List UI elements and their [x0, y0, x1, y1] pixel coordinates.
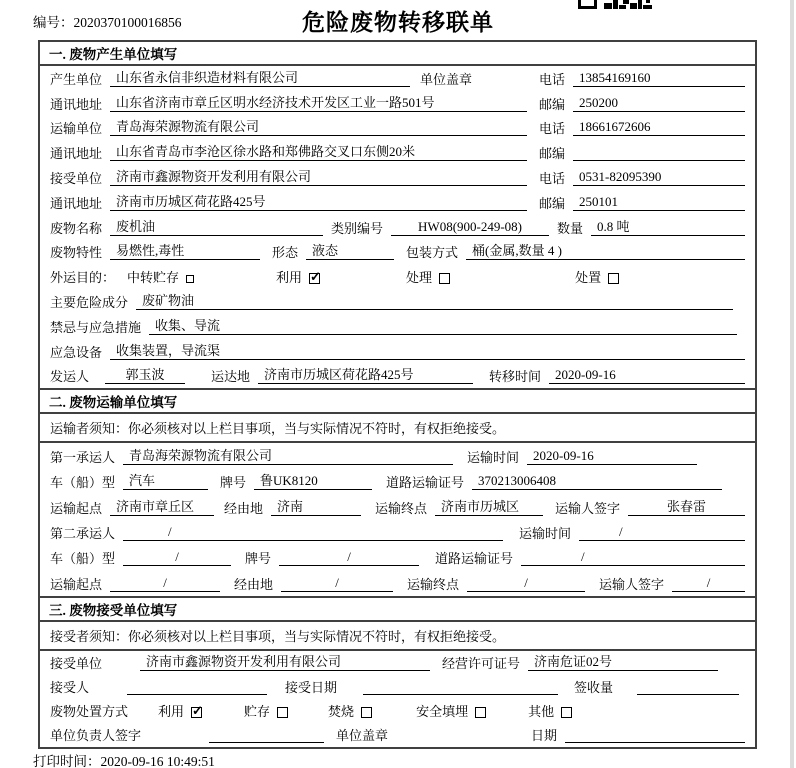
accept-unit-row: [40, 651, 755, 675]
section1-header: 一. 废物产生单位填写: [40, 42, 755, 66]
carrier1-row: [40, 443, 755, 468]
purpose-label: 外运目的：: [50, 270, 116, 286]
page-title: 危险废物转移联单: [302, 10, 494, 35]
vehicle1-value: 汽车: [123, 473, 208, 490]
producer-address-label: 通讯地址: [50, 96, 103, 112]
receiver-zip-value: 250101: [573, 194, 745, 211]
road-permit2-label: 道路运输证号: [435, 551, 514, 567]
waste-traits-value: 易燃性,毒性: [110, 243, 260, 260]
transport-time1-value: 2020-09-16: [527, 448, 697, 465]
transporter-address-label: 通讯地址: [50, 146, 103, 162]
transport-time1-label: 运输时间: [467, 449, 520, 465]
waste-category-label: 类别编号: [331, 220, 384, 236]
section3-header: 三. 废物接受单位填写: [40, 596, 755, 622]
route2-sign-label: 运输人签字: [599, 576, 665, 592]
receipt-person-label: 接受人: [50, 680, 90, 696]
waste-qty-value: 0.8 吨: [591, 219, 745, 236]
plate2-value: /: [279, 549, 419, 566]
waste-qty-label: 数量: [557, 220, 584, 236]
transfer-date-value: 2020-09-16: [549, 367, 745, 384]
route1-end-value: 济南市历城区: [435, 499, 543, 516]
section2-header: 二. 废物运输单位填写: [40, 388, 755, 414]
disposal-option-utilize: 利用 ✓: [158, 704, 202, 719]
operating-permit-value: 济南危证02号: [528, 654, 718, 671]
transporter-phone-value: 18661672606: [573, 119, 745, 136]
transporter-notice: 运输者须知：你必须核对以上栏目事项，当与实际情况不符时，有权拒绝接受。: [40, 414, 755, 443]
vehicle2-value: /: [123, 549, 231, 566]
shipper-label: 发运人: [50, 369, 90, 385]
transporter-address-value: 山东省青岛市李沧区徐水路和郑佛路交叉口东侧20米: [110, 144, 527, 161]
dispose-checkbox: [608, 273, 619, 284]
carrier2-label: 第二承运人: [50, 525, 116, 541]
destination-value: 济南市历城区荷花路425号: [258, 367, 473, 384]
page-right-edge: [790, 0, 794, 768]
emergency-row: [40, 314, 755, 339]
hazard-row: [40, 289, 755, 314]
producer-phone-value: 13854169160: [573, 70, 745, 87]
vehicle2-label: 车（船）型: [50, 551, 116, 567]
route1-start-label: 运输起点: [50, 500, 103, 516]
receiver-phone-value: 0531-82095390: [573, 169, 745, 186]
route1-sign-value: 张春雷: [628, 499, 745, 516]
print-time: [33, 750, 215, 768]
doc-number-label: 编号：: [33, 15, 74, 30]
waste-name-label: 废物名称: [50, 220, 103, 236]
receipt-date-label: 接受日期: [285, 680, 338, 696]
carrier1-value: 青岛海荣源物流有限公司: [123, 448, 453, 465]
shipper-value: 郭玉波: [105, 367, 185, 384]
transporter-phone-label: 电话: [538, 121, 565, 137]
unit-seal-label: 单位盖章: [420, 71, 473, 87]
road-permit1-label: 道路运输证号: [386, 475, 465, 491]
transporter-row: [40, 116, 755, 141]
operating-permit-label: 经营许可证号: [442, 655, 521, 671]
transfer-date-label: 转移时间: [489, 369, 542, 385]
equipment-row: [40, 339, 755, 364]
waste-form-value: 液态: [306, 243, 394, 260]
route2-via-label: 经由地: [234, 576, 274, 592]
waste-form-label: 形态: [272, 245, 299, 261]
disposal-landfill-checkbox: [475, 707, 486, 718]
route1-start-value: 济南市章丘区: [110, 499, 214, 516]
receiver-zip-label: 邮编: [538, 195, 565, 211]
disposal-label: 废物处置方式: [50, 704, 129, 720]
signoff-date-label: 日期: [531, 728, 558, 744]
receiver-address-value: 济南市历城区荷花路425号: [110, 194, 527, 211]
disposal-option-incinerate: 焚烧: [328, 704, 372, 719]
route2-start-value: /: [110, 575, 220, 592]
road-permit1-value: 370213006408: [472, 473, 722, 490]
disposal-other-checkbox: [561, 707, 572, 718]
transporter-zip-value: [573, 146, 745, 161]
responsible-sign-value: [209, 728, 324, 743]
waste-category-value: HW08(900-249-08): [391, 219, 549, 236]
signoff-row: [40, 723, 755, 747]
producer-zip-value: 250200: [573, 95, 745, 112]
purpose-row: [40, 264, 755, 289]
disposal-option-other: 其他: [528, 704, 572, 719]
unit-seal2-label: 单位盖章: [336, 728, 389, 744]
receiver-phone-label: 电话: [538, 170, 565, 186]
plate1-value: 鲁UK8120: [254, 473, 372, 490]
dispatch-row: [40, 364, 755, 389]
transfer-storage-checkbox: [186, 275, 194, 283]
disposal-utilize-checkbox: [191, 707, 202, 718]
hazard-label: 主要危险成分: [50, 294, 129, 310]
receiver-address-label: 通讯地址: [50, 195, 103, 211]
producer-value: 山东省永信非织造材料有限公司: [110, 70, 410, 87]
route2-start-label: 运输起点: [50, 576, 103, 592]
receipt-person-value: [127, 680, 267, 695]
manifest-form-table: [38, 40, 757, 749]
route2-sign-value: /: [672, 575, 745, 592]
route1-sign-label: 运输人签字: [555, 500, 621, 516]
purpose-option-transfer-storage: 中转贮存: [127, 270, 194, 285]
disposal-incinerate-checkbox: [361, 707, 372, 718]
producer-zip-label: 邮编: [538, 96, 565, 112]
producer-address-value: 山东省济南市章丘区明水经济技术开发区工业一路501号: [110, 95, 527, 112]
route1-row: [40, 494, 755, 519]
disposal-option-landfill: 安全填埋: [416, 704, 486, 719]
carrier1-label: 第一承运人: [50, 449, 116, 465]
print-time-label: 打印时间：: [33, 754, 101, 768]
vehicle1-label: 车（船）型: [50, 475, 116, 491]
route2-row: [40, 570, 755, 595]
purpose-option-dispose: 处置: [575, 270, 619, 285]
road-permit2-value: /: [521, 549, 745, 566]
utilize-checkbox: [309, 273, 320, 284]
receiver-notice: 接受者须知：你必须核对以上栏目事项，当与实际情况不符时，有权拒绝接受。: [40, 622, 755, 651]
accept-unit-value: 济南市鑫源物资开发利用有限公司: [140, 654, 430, 671]
route1-end-label: 运输终点: [375, 500, 428, 516]
equipment-label: 应急设备: [50, 344, 103, 360]
carrier2-value: /: [123, 524, 503, 541]
transporter-address-row: [40, 140, 755, 165]
route1-via-label: 经由地: [224, 500, 264, 516]
plate1-label: 牌号: [220, 475, 247, 491]
destination-label: 运达地: [211, 369, 251, 385]
transport-time2-value: /: [579, 524, 745, 541]
treat-checkbox: [439, 273, 450, 284]
receiver-address-row: [40, 190, 755, 215]
transporter-zip-label: 邮编: [538, 146, 565, 162]
disposal-store-checkbox: [277, 707, 288, 718]
emergency-value: 收集、导流: [149, 318, 737, 335]
doc-number-value: 2020370100016856: [73, 15, 182, 30]
purpose-option-utilize: 利用 ✓: [276, 270, 320, 285]
transporter-label: 运输单位: [50, 121, 103, 137]
hazard-value: 废矿物油: [136, 293, 733, 310]
transport-time2-label: 运输时间: [519, 525, 572, 541]
receiver-label: 接受单位: [50, 170, 103, 186]
waste-traits-row: [40, 240, 755, 265]
packaging-value: 桶(金属,数量 4 ): [466, 243, 745, 260]
packaging-label: 包装方式: [406, 245, 459, 261]
vehicle2-row: [40, 545, 755, 570]
waste-name-value: 废机油: [110, 219, 323, 236]
emergency-label: 禁忌与应急措施: [50, 319, 142, 335]
carrier2-row: [40, 520, 755, 545]
producer-row: [40, 66, 755, 91]
route2-via-value: /: [281, 575, 393, 592]
receipt-row: [40, 675, 755, 699]
producer-label: 产生单位: [50, 71, 103, 87]
route1-via-value: 济南: [271, 499, 361, 516]
disposal-option-store: 贮存: [244, 704, 288, 719]
route2-end-label: 运输终点: [407, 576, 460, 592]
waste-traits-label: 废物特性: [50, 245, 103, 261]
receipt-qty-label: 签收量: [574, 680, 614, 696]
transporter-value: 青岛海荣源物流有限公司: [110, 119, 527, 136]
receipt-date-value: [363, 680, 558, 695]
disposal-row: [40, 699, 755, 723]
waste-name-row: [40, 215, 755, 240]
receipt-qty-value: [637, 680, 739, 695]
accept-unit-label: 接受单位: [50, 655, 103, 671]
producer-address-row: [40, 91, 755, 116]
plate2-label: 牌号: [245, 551, 272, 567]
producer-phone-label: 电话: [538, 71, 565, 87]
signoff-date-value: [565, 728, 745, 743]
equipment-value: 收集装置，导流渠: [110, 343, 745, 360]
receiver-value: 济南市鑫源物资开发利用有限公司: [110, 169, 527, 186]
print-time-value: 2020-09-16 10:49:51: [100, 754, 215, 768]
route2-end-value: /: [467, 575, 585, 592]
purpose-option-treat: 处理: [406, 270, 450, 285]
qr-code-fragment-icon: [578, 0, 652, 9]
vehicle1-row: [40, 469, 755, 494]
receiver-row: [40, 165, 755, 190]
responsible-sign-label: 单位负责人签字: [50, 728, 142, 744]
